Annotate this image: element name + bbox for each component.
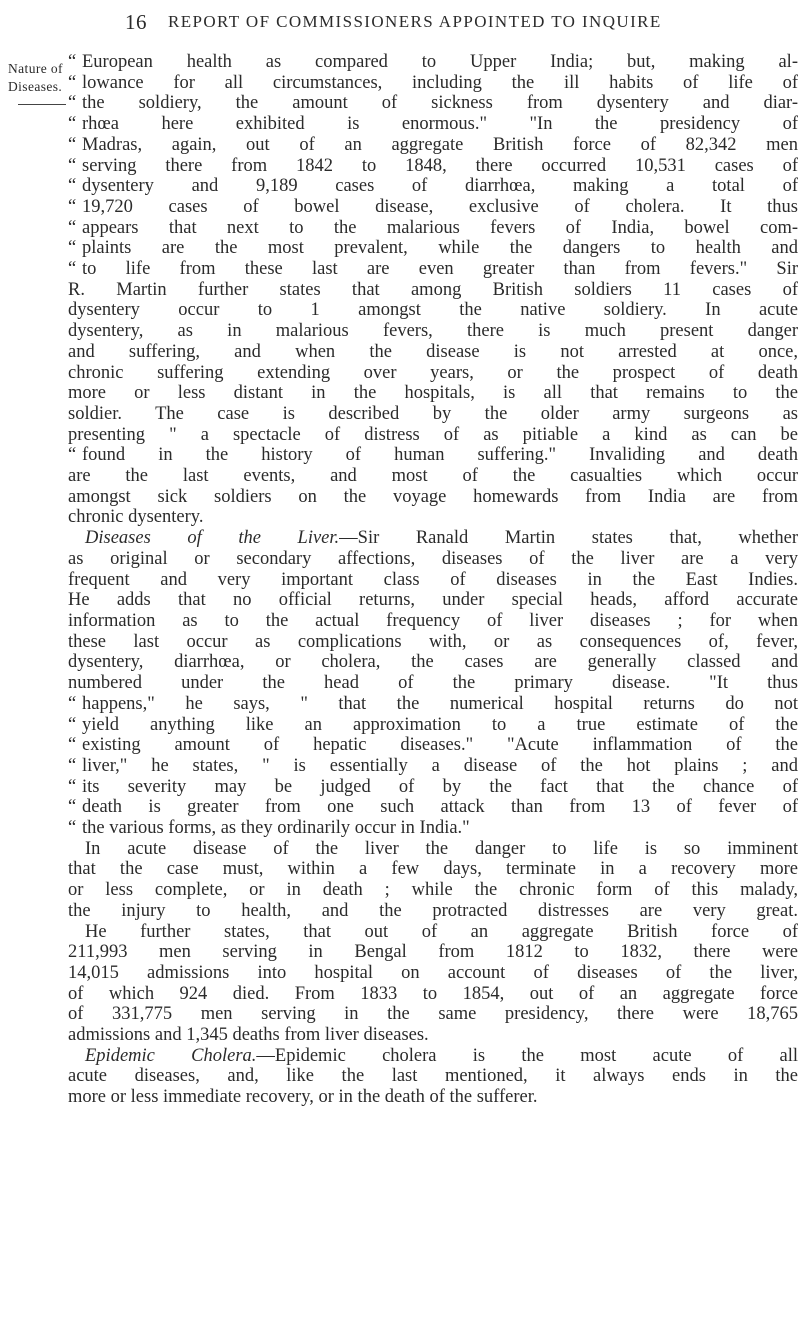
text-line: presenting " a spectacle of distress of as pitiable a kind as can be bbox=[68, 424, 798, 445]
text-line: dysentery occur to 1 amongst the native soldiery. In acute bbox=[68, 300, 798, 321]
text-line: dysentery, as in malarious fevers, there is much present danger bbox=[68, 321, 798, 342]
text-line: “ European health as compared to Upper India; but, making al- bbox=[68, 52, 798, 72]
text-line: “ existing amount of hepatic diseases." "Acute inflammation of the bbox=[68, 735, 798, 756]
text-line: are the last events, and most of the casualties which occur bbox=[68, 466, 798, 487]
section-heading-liver: Diseases of the Liver. bbox=[85, 528, 340, 549]
text-line: numbered under the head of the primary disease. "It thus bbox=[68, 673, 798, 694]
running-title: REPORT OF COMMISSIONERS APPOINTED TO INQUIRE bbox=[168, 12, 662, 31]
text-line: or less complete, or in death ; while the chronic form of this malady, bbox=[68, 880, 798, 901]
page-number: 16 bbox=[125, 10, 147, 34]
text-line: “ to life from these last are even greater than from fevers." Sir bbox=[68, 259, 798, 280]
text-line: that the case must, within a few days, terminate in a recovery more bbox=[68, 859, 798, 880]
text-line: He adds that no official returns, under special heads, afford accurate bbox=[68, 590, 798, 611]
text-line: dysentery, diarrhœa, or cholera, the cases are generally classed and bbox=[68, 652, 798, 673]
text-line: more or less distant in the hospitals, is all that remains to the bbox=[68, 383, 798, 404]
text-line: “ yield anything like an approximation to a true estimate of the bbox=[68, 714, 798, 735]
text-line: these last occur as complications with, or as consequences of, fever, bbox=[68, 631, 798, 652]
text-line: Epidemic Cholera.—Epidemic cholera is the most acute of all bbox=[85, 1045, 798, 1066]
text-line: In acute disease of the liver the danger to life is so imminent bbox=[85, 838, 798, 859]
text-line: of 331,775 men serving in the same presidency, there were 18,765 bbox=[68, 1004, 798, 1025]
text-line: “ happens," he says, " that the numerical hospital returns do not bbox=[68, 693, 798, 714]
text-line: “ its severity may be judged of by the fact that the chance of bbox=[68, 776, 798, 797]
page-header bbox=[0, 10, 800, 40]
margin-note-line-2: Diseases. bbox=[8, 79, 63, 94]
text-line: “ lowance for all circumstances, including the ill habits of life of bbox=[68, 72, 798, 93]
text-line: Diseases of the Liver.—Sir Ranald Martin states that, whether bbox=[85, 528, 798, 549]
section-heading-cholera: Epidemic Cholera. bbox=[85, 1045, 257, 1066]
text-line: “ appears that next to the malarious fevers of India, bowel com- bbox=[68, 217, 798, 238]
text-line: “ death is greater from one such attack than from 13 of fever of bbox=[68, 797, 798, 818]
text-line: admissions and 1,345 deaths from liver diseases. bbox=[68, 1025, 429, 1046]
text-line: soldier. The case is described by the older army surgeons as bbox=[68, 403, 798, 424]
text-line: “ Madras, again, out of an aggregate British force of 82,342 men bbox=[68, 134, 798, 155]
text-line: He further states, that out of an aggregate British force of bbox=[85, 921, 798, 942]
text-line: chronic suffering extending over years, or the prospect of death bbox=[68, 362, 798, 383]
text-line: “ dysentery and 9,189 cases of diarrhœa, making a total of bbox=[68, 176, 798, 197]
body-text bbox=[68, 52, 798, 1108]
text-line: “ plaints are the most prevalent, while the dangers to health and bbox=[68, 238, 798, 259]
text-line: as original or secondary affections, diseases of the liver are a very bbox=[68, 548, 798, 569]
margin-note-line-1: Nature of bbox=[8, 61, 63, 76]
text-line: of which 924 died. From 1833 to 1854, out of an aggregate force bbox=[68, 983, 798, 1004]
text-line: R. Martin further states that among British soldiers 11 cases of bbox=[68, 279, 798, 300]
text-line: “ the soldiery, the amount of sickness from dysentery and diar- bbox=[68, 93, 798, 114]
text-line: chronic dysentery. bbox=[68, 507, 204, 528]
text-line: amongst sick soldiers on the voyage homewards from India are from bbox=[68, 486, 798, 507]
margin-rule bbox=[18, 104, 66, 105]
text-line: “ the various forms, as they ordinarily occur in India." bbox=[68, 818, 470, 839]
text-line: more or less immediate recovery, or in the death of the sufferer. bbox=[68, 1087, 538, 1108]
text-line: “ found in the history of human suffering." Invaliding and death bbox=[68, 445, 798, 466]
text-line: “ rhœa here exhibited is enormous." "In the presidency of bbox=[68, 114, 798, 135]
text-line: frequent and very important class of diseases in the East Indies. bbox=[68, 569, 798, 590]
text-line: “ serving there from 1842 to 1848, there occurred 10,531 cases of bbox=[68, 155, 798, 176]
text-line: “ liver," he states, " is essentially a disease of the hot plains ; and bbox=[68, 755, 798, 776]
text-line: “ 19,720 cases of bowel disease, exclusive of cholera. It thus bbox=[68, 196, 798, 217]
text-line: 211,993 men serving in Bengal from 1812 to 1832, there were bbox=[68, 942, 798, 963]
text-line: information as to the actual frequency of liver diseases ; for when bbox=[68, 610, 798, 631]
text-line: the injury to health, and the protracted distresses are very great. bbox=[68, 900, 798, 921]
text-line: 14,015 admissions into hospital on account of diseases of the liver, bbox=[68, 962, 798, 983]
text-line: and suffering, and when the disease is not arrested at once, bbox=[68, 341, 798, 362]
text-line: acute diseases, and, like the last mentioned, it always ends in the bbox=[68, 1066, 798, 1087]
